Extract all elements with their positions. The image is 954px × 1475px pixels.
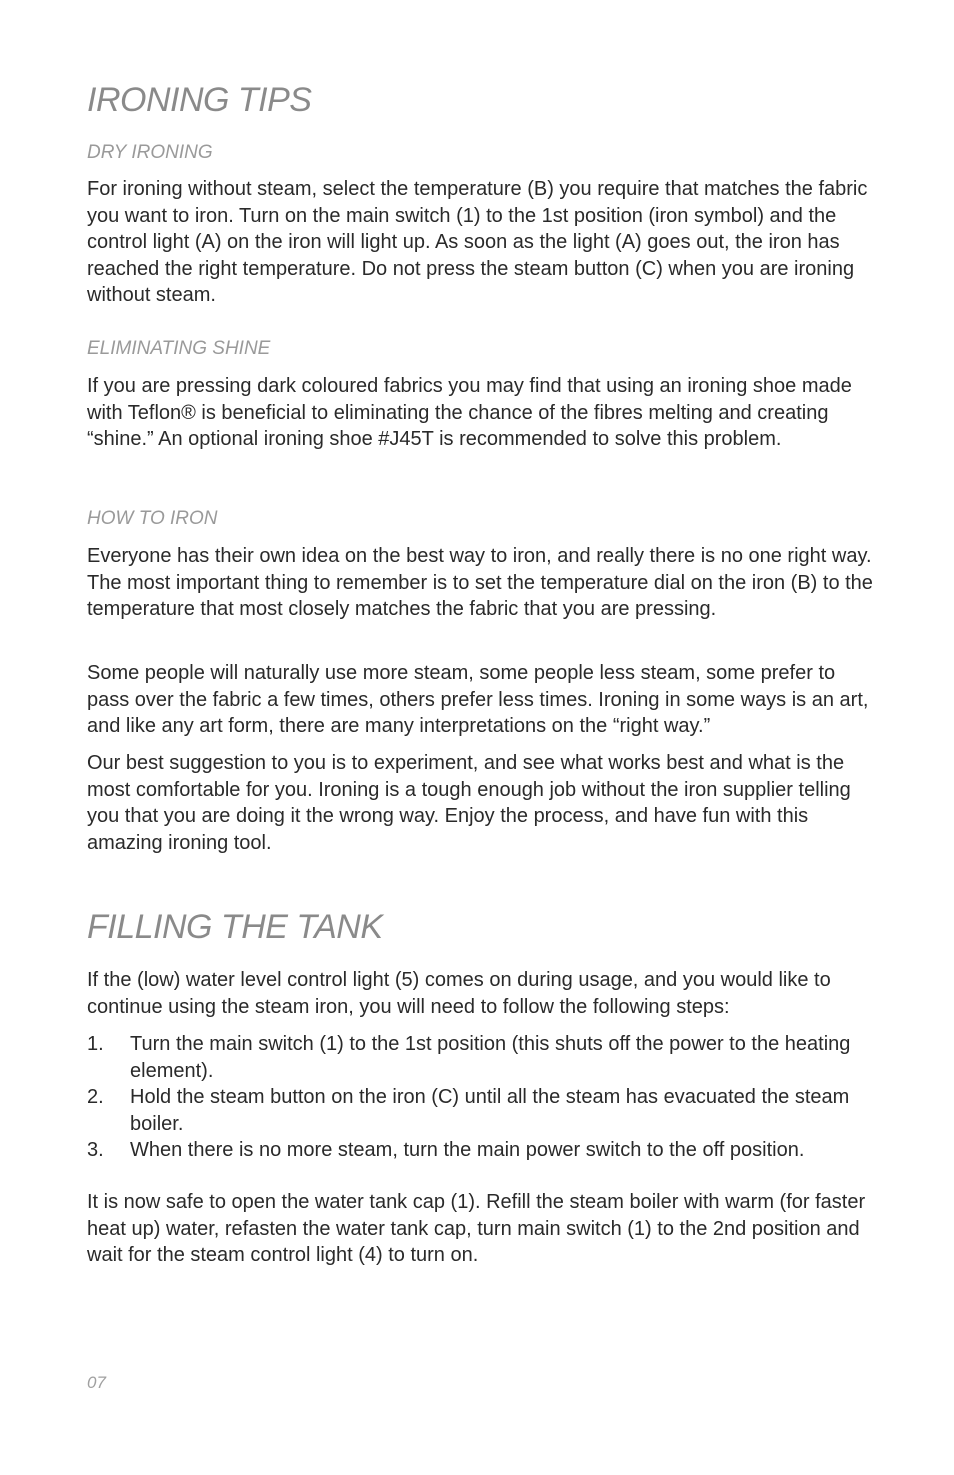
- subheading-how-to-iron: HOW TO IRON: [87, 508, 218, 529]
- list-item: [87, 1084, 877, 1137]
- subheading-eliminating-shine: ELIMINATING SHINE: [87, 338, 271, 359]
- step-number: 1.: [87, 1033, 104, 1055]
- step-text: Hold the steam button on the iron (C) until all the steam has evacuated the steam boiler.: [130, 1086, 850, 1135]
- page-number: 07: [87, 1373, 106, 1392]
- list-item: [87, 1137, 877, 1164]
- paragraph-how-to-iron-1: Everyone has their own idea on the best way to iron, and really there is no one right way. The most important thing to remember is to set the temperature dial on the iron (B) to the temperature that most closely matches the fabric that you are pressing.: [87, 545, 873, 620]
- paragraph-dry-ironing: For ironing without steam, select the temperature (B) you require that matches the fabric you want to iron. Turn on the main switch (1) to the 1st position (iron symbol) and the control light (A) on the iron will light up. As soon as the light (A) goes out, the iron has reached the right temperature. Do not press the steam button (C) when you are ironing without steam.: [87, 178, 868, 306]
- step-text: Turn the main switch (1) to the 1st position (this shuts off the power to the heating element).: [130, 1033, 851, 1082]
- section-title-ironing-tips: IRONING TIPS: [87, 81, 312, 119]
- paragraph-filling-intro: If the (low) water level control light (5) comes on during usage, and you would like to continue using the steam iron, you will need to follow the following steps:: [87, 969, 831, 1018]
- subheading-dry-ironing: DRY IRONING: [87, 142, 213, 163]
- steps-list: [87, 1031, 877, 1164]
- step-number: 3.: [87, 1139, 104, 1161]
- paragraph-how-to-iron-2: Some people will naturally use more steam, some people less steam, some prefer to pass over the fabric a few times, others prefer less times. Ironing in some ways is an art, and like any art form, there are many interpretations on the “right way.”: [87, 662, 869, 737]
- paragraph-eliminating-shine: If you are pressing dark coloured fabrics you may find that using an ironing shoe made with Teflon® is beneficial to eliminating the chance of the fibres melting and creating “shine.” An optional ironing shoe #J45T is recommended to solve this problem.: [87, 375, 852, 450]
- step-text: When there is no more steam, turn the main power switch to the off position.: [130, 1139, 805, 1161]
- paragraph-how-to-iron-3: Our best suggestion to you is to experiment, and see what works best and what is the most comfortable for you. Ironing is a tough enough job without the iron supplier telling you that you are doing it the wrong way. Enjoy the process, and have fun with this amazing ironing tool.: [87, 752, 851, 854]
- section-title-filling-the-tank: FILLING THE TANK: [87, 908, 383, 946]
- step-number: 2.: [87, 1086, 104, 1108]
- paragraph-filling-outro: It is now safe to open the water tank cap (1). Refill the steam boiler with warm (for faster heat up) water, refasten the water tank cap, turn main switch (1) to the 2nd position and wait for the steam control light (4) to turn on.: [87, 1191, 866, 1266]
- list-item: [87, 1031, 877, 1084]
